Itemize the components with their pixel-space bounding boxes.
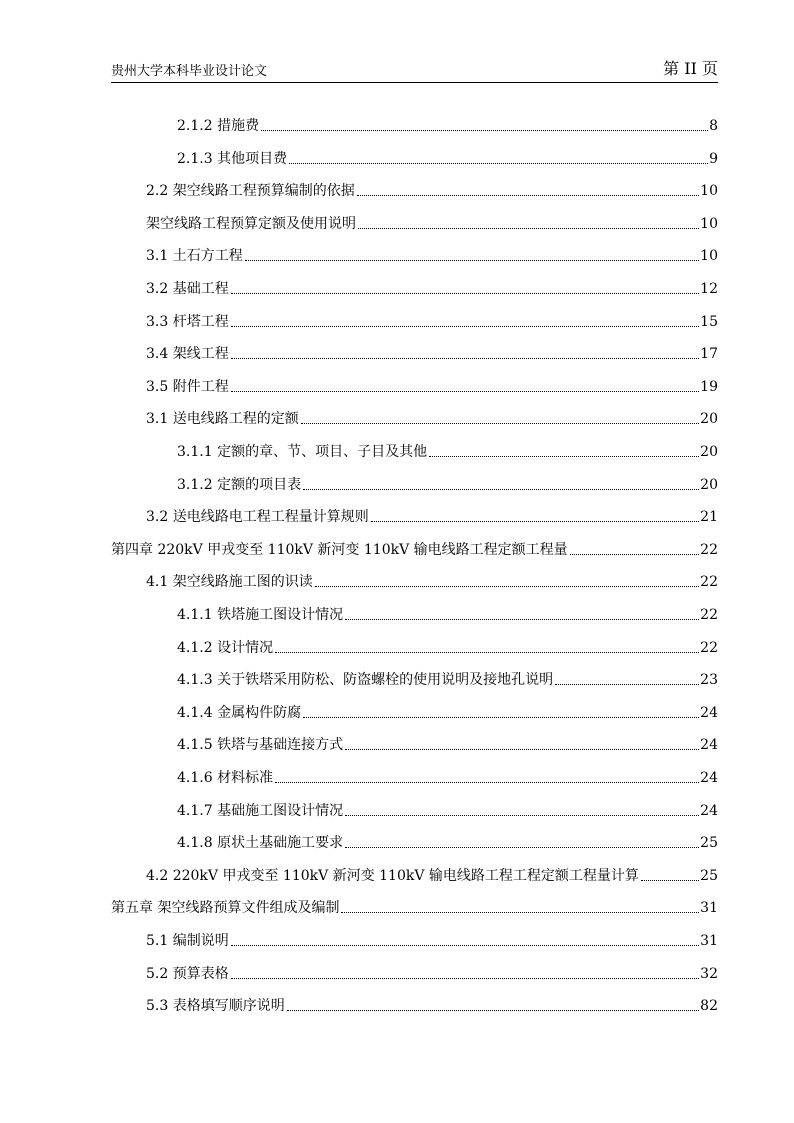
toc-entry-label: 2.1.3 其他项目费 — [177, 150, 288, 167]
toc-entry[interactable] — [177, 439, 718, 461]
toc-entry-label: 4.1.7 基础施工图设计情况 — [177, 802, 344, 819]
toc-entry-label: 4.1.5 铁塔与基础连接方式 — [177, 737, 344, 754]
toc-entry-label: 4.1.3 关于铁塔采用防松、防盗螺栓的使用说明及接地孔说明 — [177, 672, 554, 689]
toc-entry[interactable] — [146, 243, 718, 265]
toc-entry-page-number: 9 — [709, 150, 718, 167]
toc-entry[interactable] — [146, 993, 718, 1015]
dot-leader — [555, 684, 699, 685]
toc-entry-page-number: 10 — [700, 215, 718, 232]
toc-entry-page-number: 32 — [700, 965, 718, 982]
toc-entry-page-number: 82 — [700, 998, 718, 1015]
toc-entry[interactable] — [177, 830, 718, 852]
dot-leader — [303, 489, 699, 490]
dot-leader — [429, 456, 699, 457]
dot-leader — [345, 749, 699, 750]
toc-entry-page-number: 24 — [700, 704, 718, 721]
toc-entry-page-number: 20 — [700, 411, 718, 428]
toc-entry-page-number: 15 — [700, 313, 718, 330]
dot-leader — [345, 619, 699, 620]
toc-entry[interactable] — [177, 798, 718, 820]
toc-entry[interactable] — [177, 472, 718, 494]
toc-entry-page-number: 22 — [700, 574, 718, 591]
toc-entry-page-number: 22 — [700, 541, 718, 558]
toc-entry-label: 第四章 220kV 甲戎变至 110kV 新河变 110kV 输电线路工程定额工程量 — [111, 541, 568, 558]
dot-leader — [275, 782, 699, 783]
dot-leader — [315, 586, 699, 587]
toc-entry-page-number: 24 — [700, 802, 718, 819]
header-page-number: 第 II 页 — [663, 59, 718, 78]
toc-entry-label: 3.1 送电线路工程的定额 — [146, 411, 299, 428]
dot-leader — [231, 326, 699, 327]
toc-entry-page-number: 22 — [700, 639, 718, 656]
toc-entry-label: 3.3 杆塔工程 — [146, 313, 229, 330]
toc-entry[interactable] — [146, 374, 718, 396]
toc-entry-label: 架空线路工程预算定额及使用说明 — [146, 215, 356, 232]
toc-entry-label: 3.1.1 定额的章、节、项目、子目及其他 — [177, 444, 428, 460]
toc-entry[interactable] — [177, 635, 718, 657]
toc-entry-label: 3.1 土石方工程 — [146, 248, 243, 265]
page-header — [111, 52, 718, 83]
toc-entry-label: 4.1.4 金属构件防腐 — [177, 704, 302, 721]
toc-entry[interactable] — [146, 341, 718, 363]
toc-entry-page-number: 19 — [700, 378, 718, 395]
toc-entry[interactable] — [146, 309, 718, 331]
dot-leader — [231, 293, 699, 294]
dot-leader — [231, 978, 699, 979]
toc-entry-label: 4.1.6 材料标准 — [177, 770, 274, 786]
dot-leader — [341, 912, 699, 913]
toc-entry-label: 3.4 架线工程 — [146, 346, 229, 363]
toc-entry-label: 4.1 架空线路施工图的识读 — [146, 574, 313, 591]
toc-entry-page-number: 21 — [700, 509, 718, 526]
dot-leader — [641, 880, 699, 881]
toc-entry[interactable] — [177, 765, 718, 787]
toc-entry-page-number: 10 — [700, 183, 718, 200]
toc-entry-label: 4.1.8 原状土基础施工要求 — [177, 835, 344, 852]
toc-entry-label: 3.2 基础工程 — [146, 281, 229, 297]
toc-entry-label: 3.2 送电线路电工程工程量计算规则 — [146, 509, 369, 526]
toc-entry[interactable] — [146, 276, 718, 298]
toc-entry[interactable] — [177, 146, 718, 168]
toc-entry-page-number: 25 — [700, 835, 718, 852]
dot-leader — [231, 391, 699, 392]
toc-entry[interactable] — [146, 863, 718, 885]
toc-entry-label: 4.1.2 设计情况 — [177, 639, 274, 656]
toc-entry-label: 3.5 附件工程 — [146, 378, 229, 395]
dot-leader — [357, 195, 699, 196]
toc-entry-page-number: 24 — [700, 770, 718, 786]
toc-entry[interactable] — [146, 569, 718, 591]
toc-entry-page-number: 31 — [700, 933, 718, 949]
dot-leader — [289, 163, 708, 164]
toc-entry-label: 5.3 表格填写顺序说明 — [146, 998, 285, 1015]
toc-entry-page-number: 25 — [700, 867, 718, 884]
toc-entry-page-number: 23 — [700, 672, 718, 689]
toc-entry[interactable] — [177, 602, 718, 624]
dot-leader — [303, 717, 699, 718]
toc-entry-page-number: 12 — [700, 281, 718, 297]
toc-entry[interactable] — [146, 406, 718, 428]
dot-leader — [358, 228, 699, 229]
dot-leader — [275, 652, 699, 653]
toc-entry-page-number: 24 — [700, 737, 718, 754]
toc-entry-page-number: 20 — [700, 444, 718, 460]
toc-entry-label: 第五章 架空线路预算文件组成及编制 — [111, 900, 340, 917]
toc-entry-label: 4.1.1 铁塔施工图设计情况 — [177, 607, 344, 623]
toc-entry-page-number: 22 — [700, 607, 718, 623]
dot-leader — [261, 130, 708, 131]
toc-entry-page-number: 10 — [700, 248, 718, 265]
toc-entry-page-number: 17 — [700, 346, 718, 363]
toc-entry[interactable] — [111, 537, 718, 559]
toc-entry-page-number: 20 — [700, 476, 718, 493]
toc-entry[interactable] — [177, 113, 718, 135]
toc-entry-label: 2.1.2 措施费 — [177, 118, 260, 134]
toc-entry-label: 3.1.2 定额的项目表 — [177, 476, 302, 493]
toc-entry[interactable] — [177, 732, 718, 754]
toc-entry-label: 5.2 预算表格 — [146, 965, 229, 982]
header-title: 贵州大学本科毕业设计论文 — [111, 64, 268, 79]
dot-leader — [231, 358, 699, 359]
dot-leader — [371, 521, 699, 522]
toc-entry-label: 2.2 架空线路工程预算编制的依据 — [146, 183, 355, 200]
toc-entry[interactable] — [146, 504, 718, 526]
toc-entry-page-number: 31 — [700, 900, 718, 917]
toc-entry[interactable] — [111, 895, 718, 917]
dot-leader — [570, 554, 700, 555]
dot-leader — [287, 1010, 699, 1011]
toc-entry[interactable] — [146, 928, 718, 950]
dot-leader — [301, 423, 699, 424]
toc-entry[interactable] — [146, 961, 718, 983]
dot-leader — [345, 847, 699, 848]
toc-entry[interactable] — [177, 667, 718, 689]
toc-entry[interactable] — [146, 211, 718, 233]
dot-leader — [345, 815, 699, 816]
toc-entry[interactable] — [177, 700, 718, 722]
toc-entry-page-number: 8 — [709, 118, 718, 134]
dot-leader — [245, 260, 699, 261]
toc-entry-label: 5.1 编制说明 — [146, 933, 229, 949]
toc-entry-label: 4.2 220kV 甲戎变至 110kV 新河变 110kV 输电线路工程工程定额工程量计算 — [146, 867, 639, 884]
dot-leader — [231, 945, 699, 946]
toc-entry[interactable] — [146, 178, 718, 200]
